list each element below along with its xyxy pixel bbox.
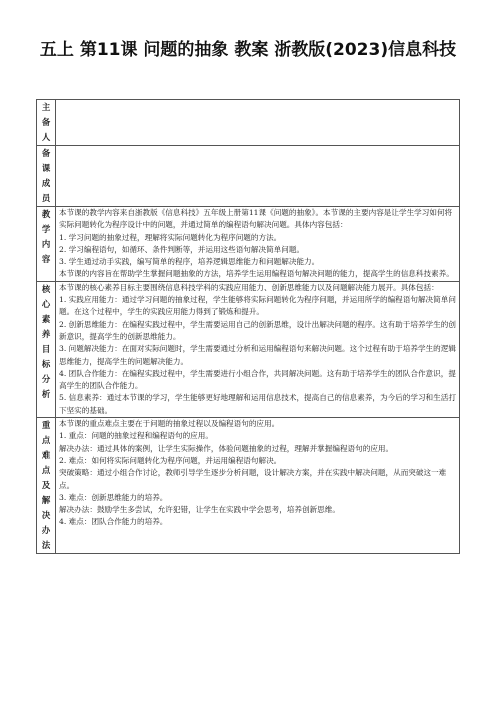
text-paragraph: 2. 创新思维能力：在编程实践过程中，学生需要运用自己的创新思维，设计出解决问题的程序。这有助于培养学生的创新意识，提高学生的创新思维能力。 [59,319,456,341]
row-content-core-literacy [56,281,460,417]
lesson-plan-table [36,99,460,554]
text-paragraph: 3. 难点：创新思维能力的培养。 [59,492,168,502]
text-paragraph: 本节课的内容旨在帮助学生掌握问题抽象的方法，培养学生运用编程语句解决问题的能力，提高学生的信息科技素养。 [59,269,454,279]
text-paragraph: 解决办法：鼓励学生多尝试，允许犯错，让学生在实践中学会思考，培养创新思维。 [59,505,340,515]
row-content-lead-teacher [56,100,460,146]
row-label-core-literacy: 核心素养目标分析 [37,281,56,417]
text-paragraph: 4. 团队合作能力：在编程实践过程中，学生需要进行小组合作，共同解决问题。这有助于培养学生的团队合作意识，提高学生的团队合作能力。 [59,368,456,391]
table-row [37,207,460,282]
text-paragraph: 本节课的核心素养目标主要围绕信息科技学科的实践应用能力、创新思维能力以及问题解决能力展开。具体包括： [59,282,439,292]
text-paragraph: 1. 实践应用能力：通过学习问题的抽象过程，学生能够将实际问题转化为程序问题，并运用所学的编程语句解决简单问题。在这个过程中，学生的实践应用能力得到了锻炼和提升。 [59,295,456,317]
row-label-lead-teacher: 主备人 [37,100,56,146]
row-content-members [56,146,460,207]
table-row [37,418,460,554]
table-row [37,100,460,146]
row-label-members: 备课成员 [37,146,56,207]
text-paragraph: 1. 学习问题的抽象过程，理解将实际问题转化为程序问题的方法。 [59,232,282,242]
table-row [37,146,460,207]
text-paragraph: 4. 难点：团队合作能力的培养。 [59,517,168,527]
row-content-teaching-content [56,207,460,282]
text-paragraph: 本节课的教学内容来自浙教版《信息科技》五年级上册第11课《问题的抽象》。本节课的主要内容是让学生学习如何将实际问题转化为程序设计中的问题，并通过简单的编程语句解决问题。具体内容包括： [59,208,453,230]
text-paragraph: 2. 学习编程语句，如循环、条件判断等，并运用这些语句解决简单问题。 [59,244,305,254]
text-paragraph: 本节课的重点难点主要在于问题的抽象过程以及编程语句的应用。 [59,419,280,429]
text-paragraph: 1. 重点：问题的抽象过程和编程语句的应用。 [59,431,213,441]
page-title: 五上 第11课 问题的抽象 教案 浙教版(2023)信息科技 [39,40,457,60]
row-label-key-difficulties: 重点难点及解决办法 [37,418,56,554]
text-paragraph: 3. 问题解决能力：在面对实际问题时，学生需要通过分析和运用编程语句来解决问题。这个过程有助于培养学生的逻辑思维能力，提高学生的问题解决能力。 [59,344,456,366]
row-label-teaching-content: 教学内容 [37,207,56,282]
text-paragraph: 突破策略：通过小组合作讨论，教师引导学生逐步分析问题，设计解决方案，并在实践中解决问题，从而突破这一难点。 [59,468,447,490]
row-content-key-difficulties [56,418,460,554]
table-row [37,281,460,417]
text-paragraph: 3. 学生通过动手实践，编写简单的程序，培养逻辑思维能力和问题解决能力。 [59,257,320,267]
text-paragraph: 5. 信息素养：通过本节课的学习，学生能够更好地理解和运用信息技术，提高自己的信息素养，为今后的学习和生活打下坚实的基础。 [59,393,456,415]
text-paragraph: 2. 难点：如何将实际问题转化为程序问题，并运用编程语句解决。 [59,455,282,465]
text-paragraph: 解决办法：通过具体的案例，让学生实际操作，体验问题抽象的过程，理解并掌握编程语句的应用。 [59,443,394,453]
